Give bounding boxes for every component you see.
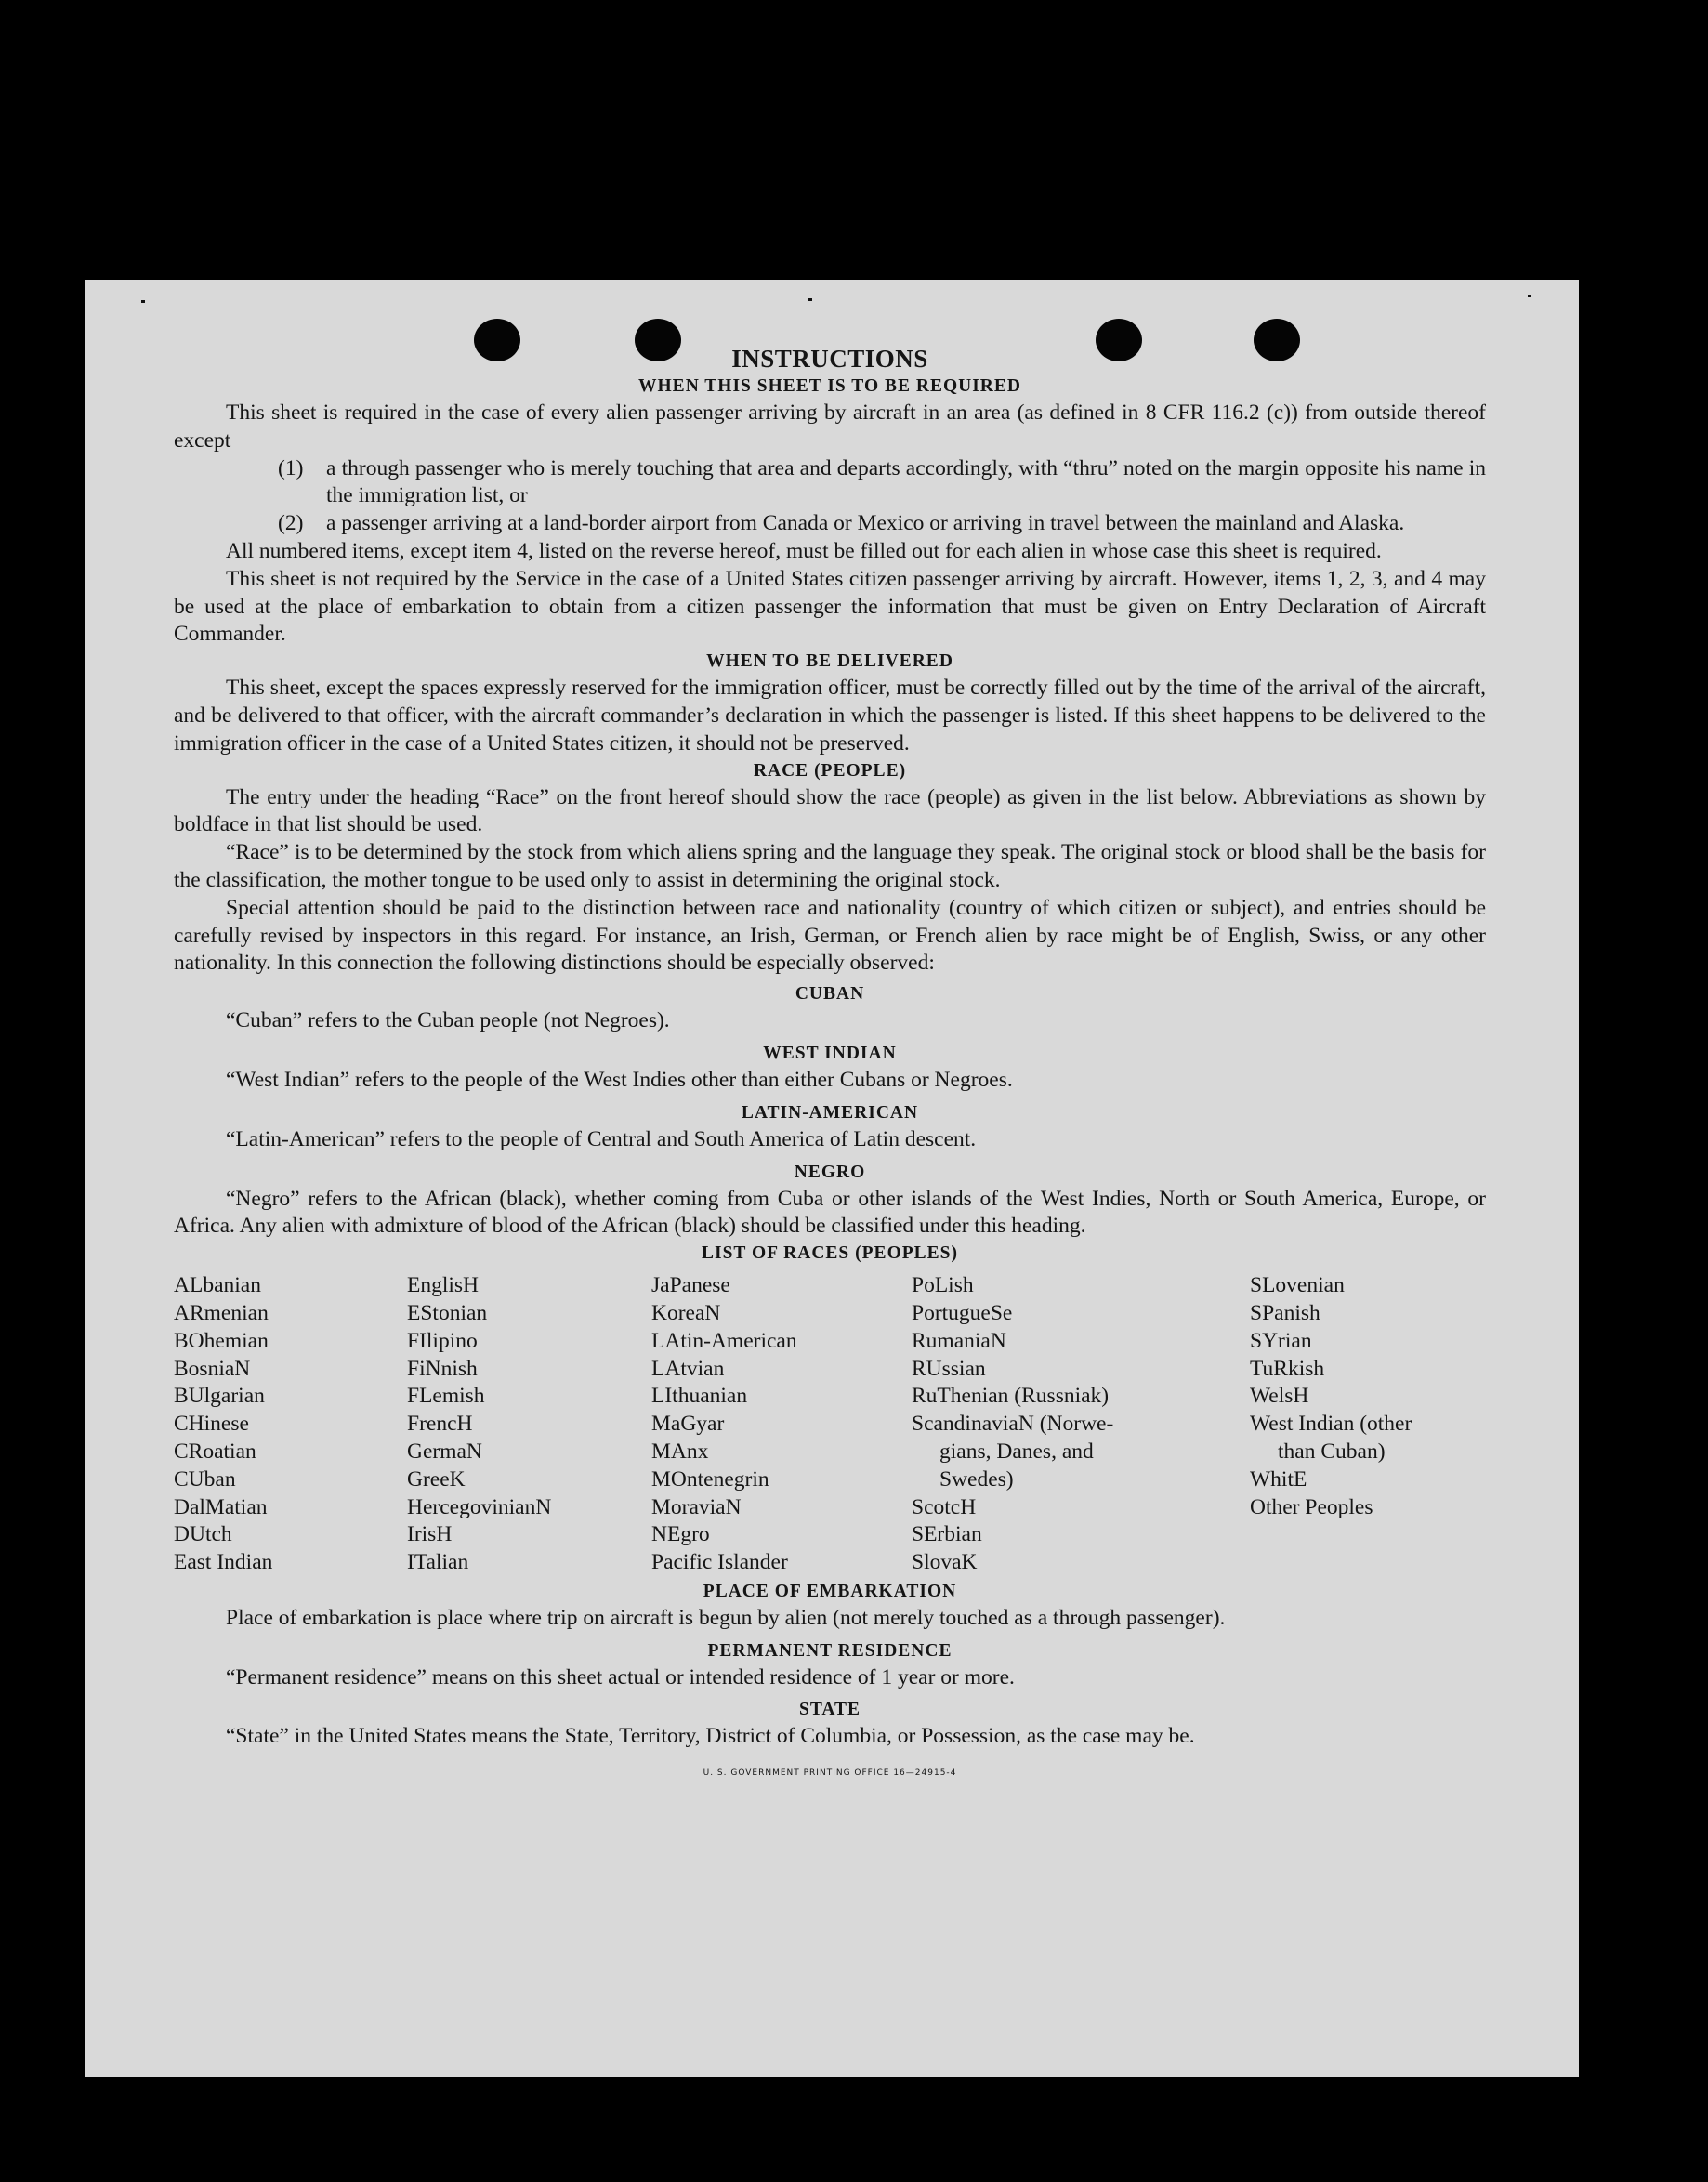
race-entry: RUssian <box>912 1356 986 1381</box>
race-entry: WhitE <box>1250 1466 1307 1492</box>
section-heading: LATIN-AMERICAN <box>741 1102 919 1123</box>
race-entry: FrencH <box>407 1412 473 1437</box>
item-text: a passenger arriving at a land-border airport from Canada or Mexico or arriving in travel between the mainland and Alaska. <box>326 511 1405 536</box>
paragraph: “Latin-American” refers to the people of Central and South America of Latin descent. <box>226 1126 977 1151</box>
race-column <box>651 1272 912 1577</box>
race-entry: SlovaK <box>912 1550 978 1575</box>
race-column <box>407 1272 651 1577</box>
paragraph: All numbered items, except item 4, listed on the reverse hereof, must be filled out for each alien in whose case this sheet is required. <box>226 538 1382 563</box>
item-text: a through passenger who is merely touching that area and departs accordingly, with “thru” noted on the margin opposite his name in the immigration list, or <box>326 455 1486 508</box>
race-entry: CHinese <box>174 1412 249 1437</box>
race-entry: ITalian <box>407 1550 469 1575</box>
race-column <box>912 1272 1250 1577</box>
race-entry: Pacific Islander <box>651 1550 788 1575</box>
section-heading: LIST OF RACES (PEOPLES) <box>701 1243 958 1264</box>
paragraph: “State” in the United States means the State, Territory, District of Columbia, or Possession, as the case may be. <box>226 1724 1195 1749</box>
race-entry: East Indian <box>174 1550 273 1575</box>
section-heading: CUBAN <box>795 984 865 1005</box>
race-entry: JaPanese <box>651 1273 730 1298</box>
instructions-content <box>174 344 1486 1788</box>
item-number: (1) <box>278 455 304 480</box>
race-entry: IrisH <box>407 1522 453 1547</box>
paragraph: “Permanent residence” means on this sheet actual or intended residence of 1 year or more. <box>226 1664 1015 1689</box>
speck <box>1528 295 1531 297</box>
paragraph: Place of embarkation is place where trip on aircraft is begun by alien (not merely touched as a through passenger). <box>226 1605 1226 1630</box>
race-entry: BosniaN <box>174 1356 251 1381</box>
section-heading: WHEN TO BE DELIVERED <box>706 651 953 672</box>
paragraph: “Race” is to be determined by the stock from which aliens spring and the language they speak. The original stock or blood shall be the basis for the classification, the mother tongue to be used only to assist in determining the original stock. <box>174 840 1486 892</box>
list-item <box>174 510 1486 538</box>
section-heading: NEGRO <box>794 1162 866 1182</box>
item-number: (2) <box>278 511 304 536</box>
race-entry: Other Peoples <box>1250 1494 1373 1519</box>
race-entry: BUlgarian <box>174 1384 265 1409</box>
race-entry: MOntenegrin <box>651 1466 769 1492</box>
paragraph: “Cuban” refers to the Cuban people (not Negroes). <box>226 1008 670 1033</box>
race-list <box>174 1272 1486 1577</box>
race-entry: CUban <box>174 1466 236 1492</box>
race-entry: ALbanian <box>174 1273 261 1298</box>
race-entry: MAnx <box>651 1439 709 1464</box>
race-entry: SPanish <box>1250 1300 1320 1325</box>
race-entry: GreeK <box>407 1466 466 1492</box>
race-entry: NEgro <box>651 1522 710 1547</box>
race-entry: RuThenian (Russniak) <box>912 1384 1110 1409</box>
printer-imprint: U. S. GOVERNMENT PRINTING OFFICE 16—24915-4 <box>703 1768 957 1779</box>
speck <box>141 300 145 303</box>
race-entry: EnglisH <box>407 1273 480 1298</box>
race-entry: GermaN <box>407 1439 482 1464</box>
race-entry: TuRkish <box>1250 1356 1325 1381</box>
race-entry: PoLish <box>912 1273 974 1298</box>
race-entry: EStonian <box>407 1300 488 1325</box>
race-entry: LAtvian <box>651 1356 725 1381</box>
race-entry: PortugueSe <box>912 1300 1013 1325</box>
race-entry: West Indian (other <box>1250 1412 1412 1437</box>
race-entry: LAtin-American <box>651 1328 797 1353</box>
race-entry: LIthuanian <box>651 1384 748 1409</box>
race-entry: BOhemian <box>174 1328 269 1353</box>
race-column <box>1250 1272 1486 1577</box>
race-entry: RumaniaN <box>912 1328 1006 1353</box>
race-entry: MoraviaN <box>651 1494 742 1519</box>
race-entry: ARmenian <box>174 1300 269 1325</box>
race-entry: than Cuban) <box>1278 1439 1386 1464</box>
race-entry: HercegovinianN <box>407 1494 552 1519</box>
paragraph: This sheet is not required by the Service in the case of a United States citizen passenger arriving by aircraft. However, items 1, 2, 3, and 4 may be used at the place of embarkation to obtain from a citizen passenger the information that must be given on Entry Declaration of Aircraft Commander. <box>174 566 1486 647</box>
document-sheet <box>85 280 1579 2077</box>
speck <box>808 298 812 301</box>
race-entry: FIlipino <box>407 1328 478 1353</box>
race-entry: SYrian <box>1250 1328 1312 1353</box>
section-heading: PERMANENT RESIDENCE <box>707 1640 953 1661</box>
race-entry: DUtch <box>174 1522 232 1547</box>
paragraph: The entry under the heading “Race” on the front hereof should show the race (people) as given in the list below. Abbreviations as shown by boldface in that list should be used. <box>174 784 1486 837</box>
race-entry: FiNnish <box>407 1356 478 1381</box>
paragraph: This sheet, except the spaces expressly reserved for the immigration officer, must be correctly filled out by the time of the arrival of the aircraft, and be delivered to that officer, with the aircraft commander’s declaration in which the passenger is listed. If this sheet happens to be delivered to the immigration officer in the case of a United States citizen, it should not be preserved. <box>174 676 1486 756</box>
section-heading: PLACE OF EMBARKATION <box>703 1581 957 1601</box>
page-title: INSTRUCTIONS <box>731 345 928 373</box>
race-entry: Swedes) <box>939 1466 1014 1492</box>
paragraph: “West Indian” refers to the people of the West Indies other than either Cubans or Negroes. <box>226 1067 1013 1092</box>
race-entry: WelsH <box>1250 1384 1309 1409</box>
race-entry: gians, Danes, and <box>939 1439 1094 1464</box>
list-item <box>174 455 1486 511</box>
paragraph: This sheet is required in the case of every alien passenger arriving by aircraft in an area (as defined in 8 CFR 116.2 (c)) from outside thereof except <box>174 401 1486 453</box>
race-entry: ScotcH <box>912 1494 977 1519</box>
paragraph: “Negro” refers to the African (black), whether coming from Cuba or other islands of the West Indies, North or South America, Europe, or Africa. Any alien with admixture of blood of the African (black) should be classified under this heading. <box>174 1186 1486 1239</box>
section-heading: RACE (PEOPLE) <box>753 760 907 781</box>
section-heading: STATE <box>798 1700 861 1720</box>
race-entry: SErbian <box>912 1522 982 1547</box>
race-entry: FLemish <box>407 1384 485 1409</box>
race-column <box>174 1272 407 1577</box>
race-entry: MaGyar <box>651 1412 725 1437</box>
race-entry: CRoatian <box>174 1439 256 1464</box>
section-heading: WHEN THIS SHEET IS TO BE REQUIRED <box>638 376 1021 396</box>
race-entry: KoreaN <box>651 1300 721 1325</box>
race-entry: SLovenian <box>1250 1273 1345 1298</box>
race-entry: DalMatian <box>174 1494 268 1519</box>
paragraph: Special attention should be paid to the distinction between race and nationality (country of which citizen or subject), and entries should be carefully revised by inspectors in this regard. For instance, an Irish, German, or French alien by race might be of English, Swiss, or any other nationality. In this connection the following distinctions should be especially observed: <box>174 895 1486 976</box>
race-entry: ScandinaviaN (Norwe- <box>912 1412 1114 1437</box>
section-heading: WEST INDIAN <box>763 1043 897 1063</box>
